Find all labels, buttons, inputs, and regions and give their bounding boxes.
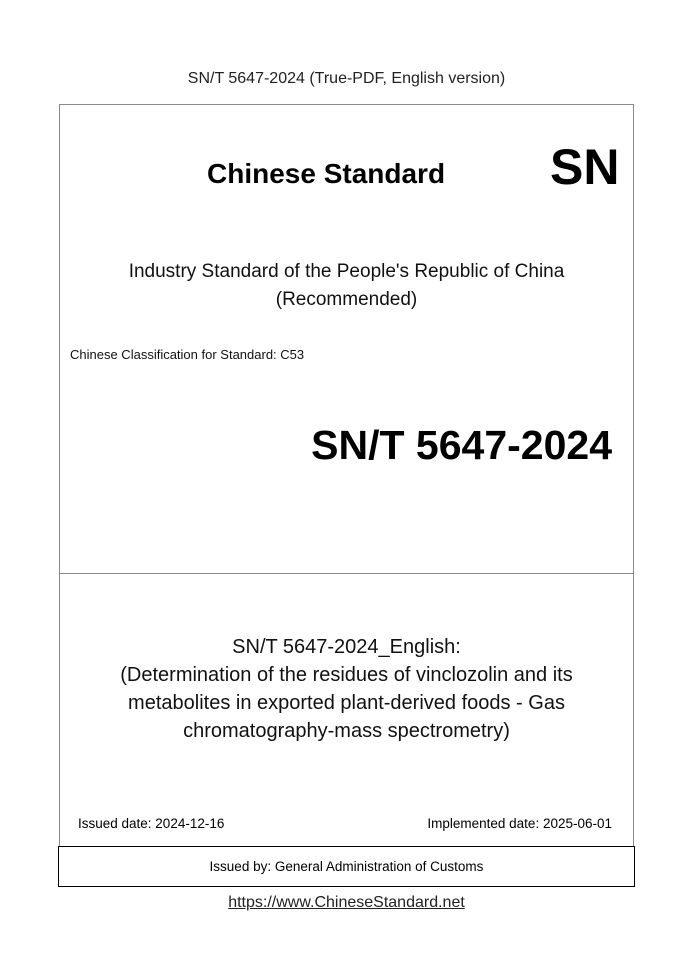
document-title-line-3: metabolites in exported plant-derived foods - Gas bbox=[128, 692, 565, 714]
implemented-date: Implemented date: 2025-06-01 bbox=[427, 816, 612, 831]
document-title-line-2: (Determination of the residues of vinclozolin and its bbox=[120, 664, 573, 686]
industry-line-1: Industry Standard of the People's Republic of China bbox=[128, 261, 565, 282]
industry-line-2: (Recommended) bbox=[275, 289, 418, 310]
page-header: SN/T 5647-2024 (True-PDF, English version) bbox=[187, 70, 506, 87]
cover-title: Chinese Standard bbox=[207, 158, 446, 189]
document-title-line-1: SN/T 5647-2024_English: bbox=[232, 636, 461, 658]
document-title-line-4: chromatography-mass spectrometry) bbox=[183, 720, 510, 742]
website-link[interactable]: https://www.ChineseStandard.net bbox=[228, 894, 465, 911]
issuer-text: Issued by: General Administration of Customs bbox=[209, 859, 484, 874]
sn-mark: SN bbox=[550, 139, 620, 195]
standard-code: SN/T 5647-2024 bbox=[311, 422, 612, 468]
issuer-box bbox=[58, 846, 635, 887]
document-title bbox=[59, 633, 634, 745]
industry-standard-text bbox=[59, 258, 634, 314]
issued-date: Issued date: 2024-12-16 bbox=[78, 816, 225, 831]
classification-text: Chinese Classification for Standard: C53 bbox=[70, 347, 305, 362]
